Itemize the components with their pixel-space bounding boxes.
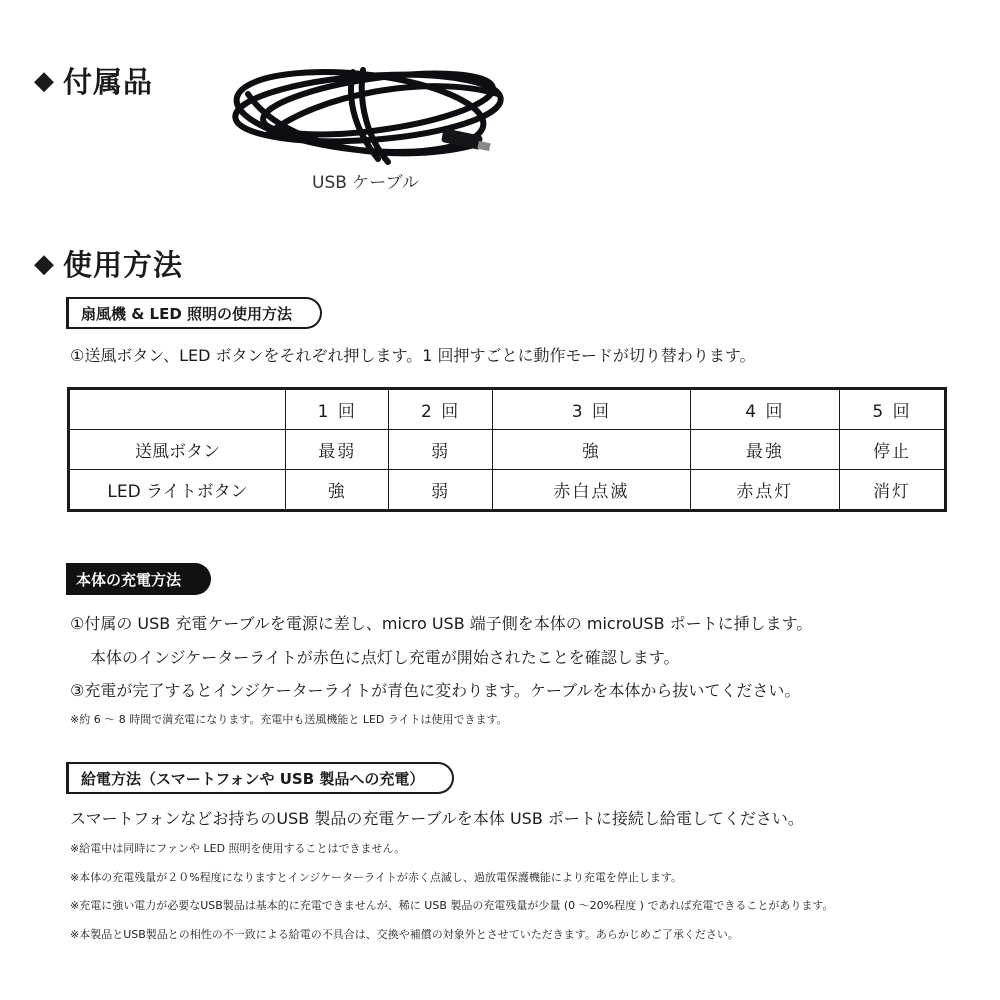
fan-led-instruction: ①送風ボタン、LED ボタンをそれぞれ押します。1 回押すごとに動作モードが切り替わります。 xyxy=(70,346,756,365)
table-cell: 弱 xyxy=(389,430,492,470)
table-header-cell: 5 回 xyxy=(839,389,945,430)
power-supply-heading: 給電方法（スマートフォンや USB 製品への充電） xyxy=(66,762,454,794)
table-header-cell xyxy=(69,389,286,430)
table-row-label: LED ライトボタン xyxy=(69,470,286,511)
power-supply-note-1: ※給電中は同時にファンや LED 照明を使用することはできません。 xyxy=(70,842,406,855)
power-supply-line: スマートフォンなどお持ちのUSB 製品の充電ケーブルを本体 USB ポートに接続し給電してください。 xyxy=(70,809,804,828)
accessories-section-title xyxy=(34,60,153,101)
table-cell: 消灯 xyxy=(839,470,945,511)
table-header-cell: 2 回 xyxy=(389,389,492,430)
charging-line-1: ①付属の USB 充電ケーブルを電源に差し、micro USB 端子側を本体の microUSB ポートに挿します。 xyxy=(70,614,813,633)
usb-cable-icon xyxy=(228,64,518,182)
table-header-row xyxy=(69,389,946,430)
power-supply-note-4: ※本製品とUSB製品との相性の不一致による給電の不具合は、交換や補償の対象外とさせていただきます。あらかじめご了承ください。 xyxy=(70,928,739,941)
table-header-cell: 1 回 xyxy=(286,389,389,430)
table-cell: 強 xyxy=(286,470,389,511)
table-header-cell: 3 回 xyxy=(492,389,690,430)
diamond-icon: ◆ xyxy=(34,248,55,279)
table-cell: 赤白点滅 xyxy=(492,470,690,511)
table-cell: 赤点灯 xyxy=(690,470,839,511)
table-cell: 最弱 xyxy=(286,430,389,470)
table-row-label: 送風ボタン xyxy=(69,430,286,470)
power-supply-note-2: ※本体の充電残量が２０%程度になりますとインジケーターライトが赤く点滅し、過放電保護機能により充電を停止します。 xyxy=(70,871,682,884)
cable-caption: USB ケーブル xyxy=(312,173,419,193)
table-cell: 停止 xyxy=(839,430,945,470)
charging-line-2: 本体のインジケーターライトが赤色に点灯し充電が開始されたことを確認します。 xyxy=(90,648,680,667)
usage-section-title xyxy=(34,243,183,284)
table-row xyxy=(69,430,946,470)
usage-title: 使用方法 xyxy=(63,248,184,282)
table-header-cell: 4 回 xyxy=(690,389,839,430)
charging-note: ※約 6 ～ 8 時間で満充電になります。充電中も送風機能と LED ライトは使用できます。 xyxy=(70,713,508,726)
fan-led-heading: 扇風機 & LED 照明の使用方法 xyxy=(66,297,322,329)
power-supply-note-3: ※充電に強い電力が必要なUSB製品は基本的に充電できませんが、稀に USB 製品の充電残量が少量 (0 ～20%程度 ) であれば充電できることがあります。 xyxy=(70,899,834,912)
table-cell: 最強 xyxy=(690,430,839,470)
accessories-title: 付属品 xyxy=(63,65,154,99)
mode-table xyxy=(67,387,947,512)
charging-heading: 本体の充電方法 xyxy=(66,563,211,595)
table-row xyxy=(69,470,946,511)
charging-line-3: ③充電が完了するとインジケーターライトが青色に変わります。ケーブルを本体から抜いてください。 xyxy=(70,681,801,700)
diamond-icon: ◆ xyxy=(34,65,55,96)
table-cell: 強 xyxy=(492,430,690,470)
table-cell: 弱 xyxy=(389,470,492,511)
